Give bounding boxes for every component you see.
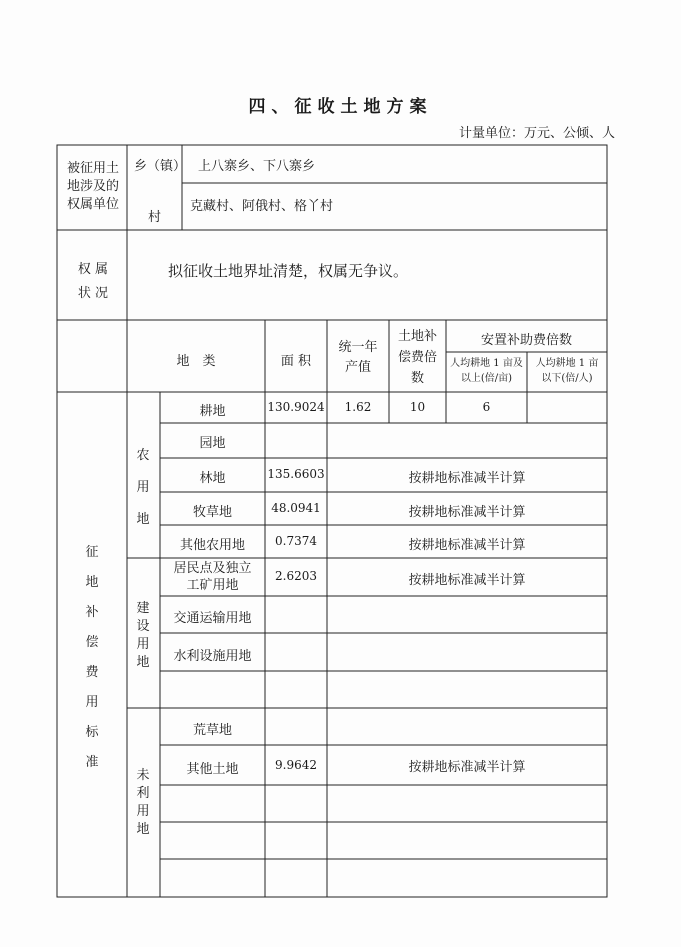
header-line: 以上(倍/亩) <box>460 373 513 384</box>
vertical-char: 地 <box>136 822 150 837</box>
vertical-char: 用 <box>136 804 150 819</box>
township-label: 乡（镇） <box>134 159 187 174</box>
header-line: 以下(倍/人) <box>541 373 593 384</box>
row-name-line: 居民点及独立 <box>173 561 252 576</box>
row-note: 按耕地标准减半计算 <box>408 471 526 486</box>
vertical-char: 利 <box>136 786 150 801</box>
header-line: 产值 <box>344 360 371 375</box>
row-area: 0.7374 <box>275 534 317 548</box>
row-area: 9.9642 <box>275 758 317 772</box>
row-name-line: 工矿用地 <box>186 578 239 593</box>
row-area: 130.9024 <box>267 400 325 414</box>
vertical-char: 未 <box>136 768 150 783</box>
row-name: 林地 <box>199 471 226 486</box>
village-label: 村 <box>148 210 162 225</box>
header-output <box>327 338 389 378</box>
group-construction-label <box>133 600 153 672</box>
header-resettle-sub2 <box>527 356 607 386</box>
row-name: 荒草地 <box>192 723 232 738</box>
label-line: 状 况 <box>77 286 109 301</box>
vertical-char: 补 <box>85 605 99 620</box>
row-name <box>160 560 265 594</box>
group-unused-label <box>133 767 153 839</box>
header-resettle: 安置补助费倍数 <box>480 333 572 348</box>
vertical-char: 用 <box>136 637 150 652</box>
row-area: 135.6603 <box>267 467 325 481</box>
vertical-char: 地 <box>136 655 150 670</box>
vertical-char: 准 <box>85 755 99 770</box>
side-label <box>82 538 102 778</box>
label-line: 权 属 <box>77 262 109 277</box>
vertical-char: 设 <box>136 619 150 634</box>
unit-note: 计量单位：万元、公倾、人 <box>458 126 615 141</box>
vertical-char: 征 <box>85 545 99 560</box>
header-resettle-sub1 <box>446 356 527 386</box>
vertical-char: 地 <box>85 575 99 590</box>
row-note: 按耕地标准减半计算 <box>408 538 526 553</box>
header-comp <box>389 326 446 389</box>
row-area: 48.0941 <box>271 501 321 515</box>
vertical-char: 地 <box>136 512 150 527</box>
row-area: 2.6203 <box>275 569 317 583</box>
group-agri-label <box>133 440 153 536</box>
vertical-char: 建 <box>136 601 150 616</box>
vertical-char: 用 <box>136 480 150 495</box>
vertical-char: 标 <box>85 725 99 740</box>
row-name: 园地 <box>199 436 226 451</box>
label-line: 被征用土 <box>66 161 119 176</box>
label-line: 权属单位 <box>66 197 119 212</box>
header-line: 统一年 <box>338 340 378 355</box>
row-name: 水利设施用地 <box>173 649 252 664</box>
ownership-status-value: 拟征收土地界址清楚，权属无争议。 <box>168 262 409 280</box>
vertical-char: 农 <box>136 448 150 463</box>
header-line: 人均耕地 1 亩 <box>535 358 599 369</box>
header-area: 面 积 <box>280 354 312 369</box>
village-value: 克藏村、阿俄村、格丫村 <box>190 199 334 214</box>
row-note: 按耕地标准减半计算 <box>408 760 526 775</box>
header-line: 土地补 <box>397 329 437 344</box>
row-name: 耕地 <box>199 404 226 419</box>
page-title: 四、征收土地方案 <box>248 97 433 117</box>
row-name: 交通运输用地 <box>173 611 252 626</box>
header-line: 偿费倍 <box>397 350 437 365</box>
township-value: 上八寨乡、下八寨乡 <box>198 159 316 174</box>
vertical-char: 费 <box>85 665 99 680</box>
vertical-char: 偿 <box>85 635 99 650</box>
ownership-status-label <box>62 258 124 306</box>
row-name: 其他土地 <box>186 762 239 777</box>
row-name: 牧草地 <box>192 505 232 520</box>
row-note: 按耕地标准减半计算 <box>408 573 526 588</box>
row-resettle-1: 6 <box>482 400 491 414</box>
row-note: 按耕地标准减半计算 <box>408 505 526 520</box>
ownership-units-label <box>62 160 124 214</box>
vertical-char: 用 <box>85 695 99 710</box>
header-line: 数 <box>410 371 424 386</box>
row-name: 其他农用地 <box>179 538 245 553</box>
header-land-type: 地 类 <box>176 354 216 369</box>
header-line: 人均耕地 1 亩及 <box>450 358 523 369</box>
row-output: 1.62 <box>344 400 372 414</box>
row-comp: 10 <box>409 400 426 414</box>
label-line: 地涉及的 <box>66 179 119 194</box>
